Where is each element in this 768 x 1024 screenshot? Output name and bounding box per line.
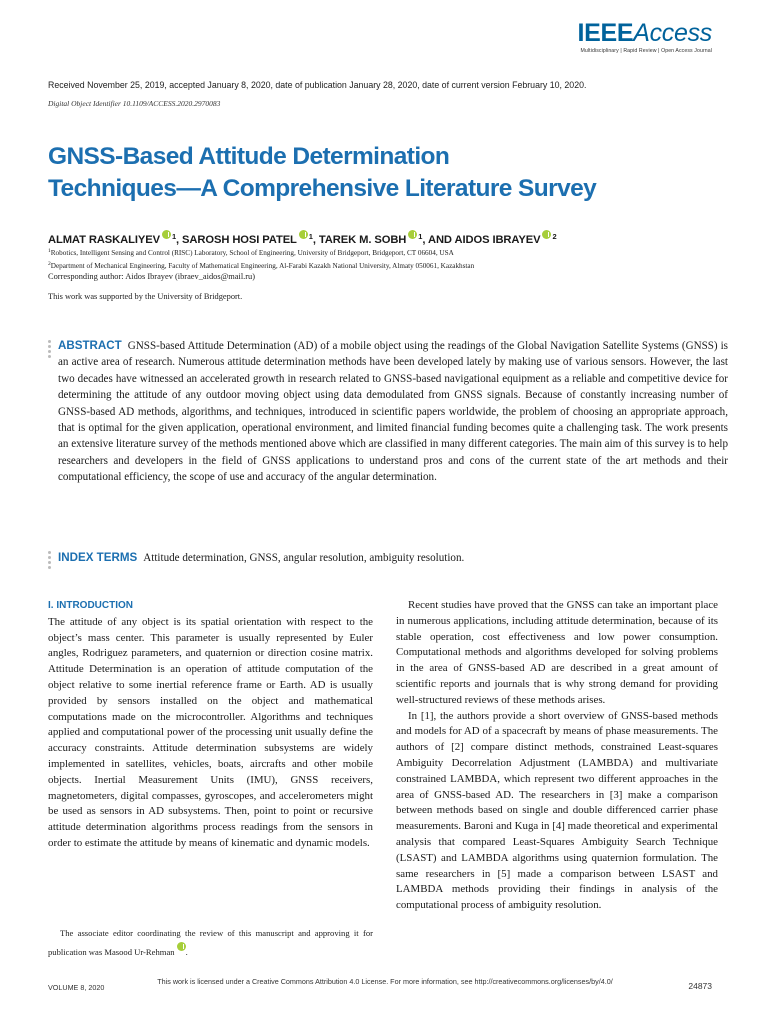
author[interactable]: SAROSH HOSI PATEL $^1$ [182,232,313,246]
section-heading: I. INTRODUCTION [48,600,133,611]
affiliation: $^1$Robotics, Intelligent Sensing and Control (RISC) Laboratory, School of Engineering, University of Bridgeport, Bridgeport, CT 06604, USA [48,248,454,257]
funding-note: This work was supported by the University of Bridgeport. [48,292,243,301]
index-terms-text: Attitude determination, GNSS, angular resolution, ambiguity resolution. [143,552,465,564]
column-left [48,598,373,852]
page-number: 24873 [688,981,712,991]
editor-note: The associate editor coordinating the review of this manuscript and approving it for publication was Masood Ur-Rehman . [48,928,373,957]
doi[interactable]: Digital Object Identifier 10.1109/ACCESS.2020.2970083 [48,99,221,108]
orcid-icon[interactable] [177,942,186,951]
journal-tagline: Multidisciplinary | Rapid Review | Open Access Journal [580,48,712,54]
paragraph: Recent studies have proved that the GNSS can take an important place in numerous applications, including attitude determination, because of its stable operation, cost effectiveness and low power consumption. Computational methods and algorithms developed for solving problems in the area of GNSS-based AD are described in a great amount of scientific reports and journals that is why strong demand for providing well-structured reviews of these methods arises. [396,599,718,706]
paper-title [48,141,728,205]
orcid-icon[interactable] [299,230,308,239]
affiliation: $^2$Department of Mechanical Engineering, Faculty of Mathematical Engineering, Al-Farabi Kazakh National University, Almaty 050061, Kazakhstan [48,260,475,270]
journal-brand: IEEEAccess [577,19,712,47]
corresponding-author: Corresponding author: Aidos Ibrayev (ibraev_aidos@mail.ru) [48,272,256,281]
orcid-icon[interactable] [408,230,417,239]
abstract-marker-icon [48,340,52,360]
author[interactable]: AIDOS IBRAYEV $^2$ [454,232,557,246]
volume-info: VOLUME 8, 2020 [48,983,105,992]
author[interactable]: ALMAT RASKALIYEV $^1$ [48,232,177,246]
index-terms-label: INDEX TERMS [58,551,138,564]
author-list: ALMAT RASKALIYEV $^1$, SAROSH HOSI PATEL $^1$, TAREK M. SOBH $^1$, AND AIDOS IBRAYEV $^2$ [48,232,557,246]
orcid-icon[interactable] [542,230,551,239]
index-terms-marker-icon [48,551,52,571]
title-line-1: GNSS-Based Attitude Determination [48,143,450,170]
paragraph: The attitude of any object is its spatial orientation with respect to the object’s mass center. This parameter is usually represented by Euler angles, Rodriguez parameters, and quaternion or direction cosine matrix. Attitude Determination is an operation of attitude computation of the object relative to some inertial reference frame or Earth. AD is usually provided by sensors installed on the object and mathematical computations made on the microcontroller. Algorithms and techniques applied and computational power of the processing unit usually define the accuracy constraints. Attitude determination subsystems are widely implemented in satellites, vehicles, boats, aircrafts and other mobile objects. Inertial Measurement Units (IMU), GNSS receivers, magnetometers, digital compasses, gyroscopes, and accelerometers might be used as sensors in AD subsystems. Then, point to point or recursive attitude determination algorithms process readings from the sensors in order to estimate the attitude by means of kinematic and dynamic models. [48,615,373,849]
column-right [396,598,718,914]
title-line-2: Techniques—A Comprehensive Literature Survey [48,175,597,202]
abstract-text: GNSS-based Attitude Determination (AD) of a mobile object using the readings of the Global Navigation Satellite Systems (GNSS) is an active area of research. Numerous attitude determination methods have been developed lately by making use of various sensors. However, the last two decades have witnessed an accelerated growth in research related to GNSS-based navigational equipment as a reliable and competitive device for determining the attitude of any outdoor moving object using data demodulated from GNSS signals. Because of constantly increasing number of GNSS-based AD methods, algorithms, and techniques, introduced in scientific papers worldwide, the problem of choosing an appropriate approach, that is optimal for the given application, operational environment, and limited financial funding becomes quite a challenging task. The work presents an extensive literature survey of the methods mentioned above which are classified in many different categories. The main aim of this survey is to help researchers and developers in the field of GNSS applications to understand pros and cons of the current state of the art methods and their computational efficiency, the scope of use and accuracy of the angular determination. [58,340,728,484]
affiliations [48,246,728,271]
abstract [58,338,728,486]
received-dates: Received November 25, 2019, accepted January 8, 2020, date of publication January 28, 2020, date of current version February 10, 2020. [48,80,587,90]
paragraph: In [1], the authors provide a short overview of GNSS-based methods and models for AD of a spacecraft by means of phase measurements. The authors of [2] compare distinct methods, constrained Least-squares Ambiguity Decorrelation Adjustment (LAMBDA) and multivariate constrained LAMBDA, which represent two different approaches in the area of GNSS-based AD. The researchers in [3] make a comparison between methods based on single and double differenced carrier phase measurements. Baroni and Kuga in [4] made theoretical and experimental analysis that compared Least-Squares Ambiguity Search Technique (LSAST) and LAMBDA algorithms using quaternion formulation. The same researchers in [5] made a comparison between LSAST and LAMBDA methods providing their findings in analysis of the computational process of ambiguity resolution. [396,709,718,912]
license-note[interactable]: This work is licensed under a Creative Commons Attribution 4.0 License. For more information, see http://creativecommons.org/licenses/by/4.0/ [157,977,613,986]
orcid-icon[interactable] [162,230,171,239]
index-terms [58,550,728,566]
journal-logo [577,20,712,54]
abstract-label: ABSTRACT [58,339,122,352]
author[interactable]: TAREK M. SOBH $^1$ [318,232,423,246]
